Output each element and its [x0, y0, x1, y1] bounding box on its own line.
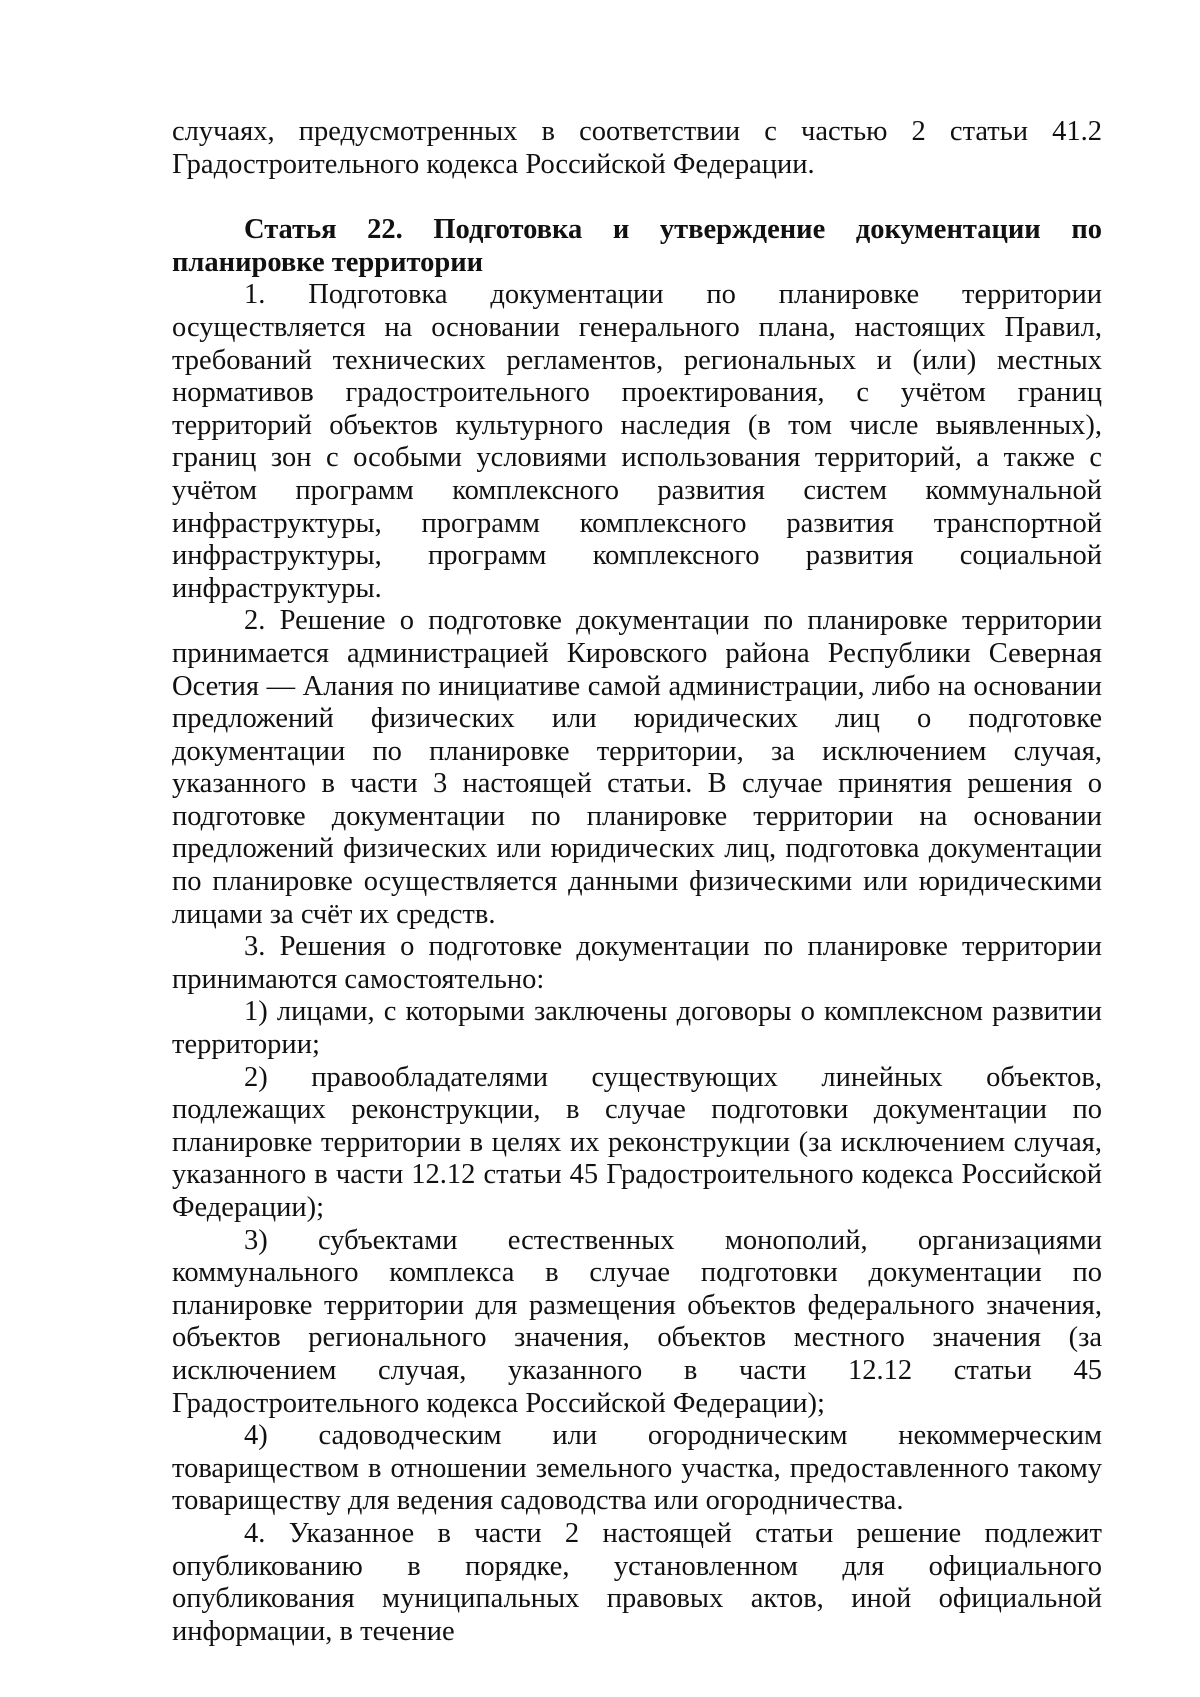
list-item-3: 3) субъектами естественных монополий, организациями коммунального комплекса в случае подготовки документации по планировке территории для размещения объектов федерального значения, объектов регионального значения, объектов местного значения (за исключением случая, указанного в части 12.12 статьи 45 Градостроительного кодекса Российской Федерации);: [172, 1224, 1102, 1419]
list-item-2: 2) правообладателями существующих линейных объектов, подлежащих реконструкции, в случае подготовки документации по планировке территории в целях их реконструкции (за исключением случая, указанного в части 12.12 статьи 45 Градостроительного кодекса Российской Федерации);: [172, 1061, 1102, 1223]
article-heading: Статья 22. Подготовка и утверждение документации по планировке территории: [172, 214, 1102, 278]
continuation-paragraph: случаях, предусмотренных в соответствии с частью 2 статьи 41.2 Градостроительного кодекса Российской Федерации.: [172, 116, 1102, 180]
list-item-1: 1) лицами, с которыми заключены договоры о комплексном развитии территории;: [172, 996, 1102, 1061]
document-body: [172, 116, 1102, 1648]
paragraph-1: 1. Подготовка документации по планировке территории осуществляется на основании генерального плана, настоящих Правил, требований технических регламентов, региональных и (или) местных нормативов градостроительного проектирования, с учётом границ территорий объектов культурного наследия (в том числе выявленных), границ зон с особыми условиями использования территорий, а также с учётом программ комплексного развития систем коммунальной инфраструктуры, программ комплексного развития транспортной инфраструктуры, программ комплексного развития социальной инфраструктуры.: [172, 279, 1102, 604]
paragraph-3: 3. Решения о подготовке документации по планировке территории принимаются самостоятельно:: [172, 931, 1102, 995]
paragraph-4: 4. Указанное в части 2 настоящей статьи решение подлежит опубликованию в порядке, установленном для официального опубликования муниципальных правовых актов, иной официальной информации, в течение: [172, 1517, 1102, 1647]
paragraph-2: 2. Решение о подготовке документации по планировке территории принимается администрацией Кировского района Республики Северная Осетия — Алания по инициативе самой администрации, либо на основании предложений физических или юридических лиц о подготовке документации по планировке территории, за исключением случая, указанного в части 3 настоящей статьи. В случае принятия решения о подготовке документации по планировке территории на основании предложений физических или юридических лиц, подготовка документации по планировке осуществляется данными физическими или юридическими лицами за счёт их средств.: [172, 605, 1102, 930]
list-item-4: 4) садоводческим или огородническим некоммерческим товариществом в отношении земельного участка, предоставленного такому товариществу для ведения садоводства или огородничества.: [172, 1420, 1102, 1517]
